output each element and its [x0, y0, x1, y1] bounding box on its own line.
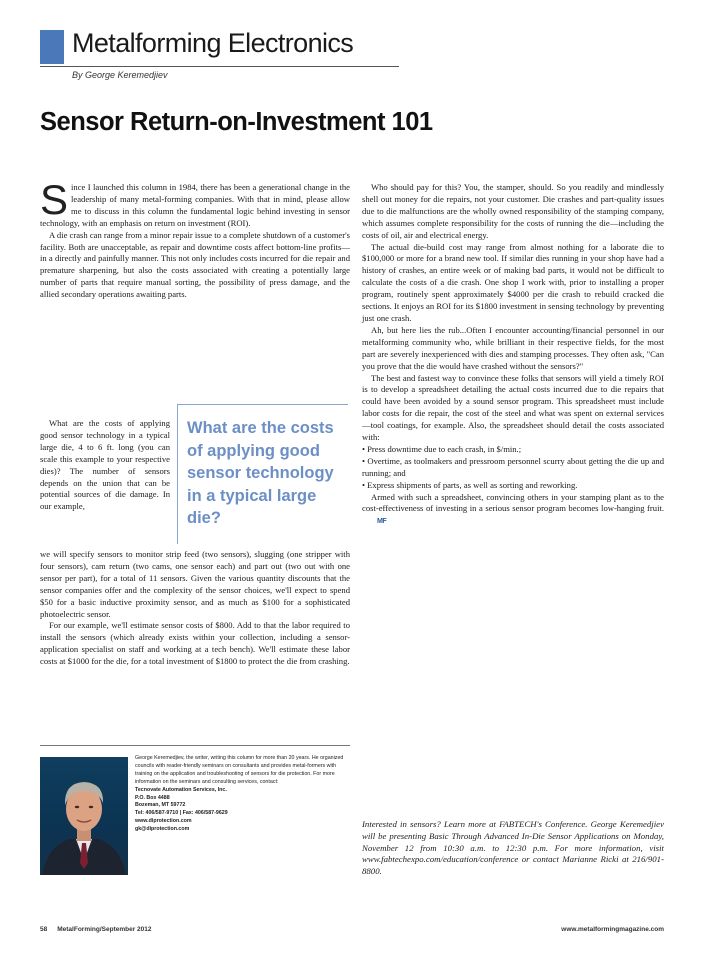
end-mark-icon: MF [377, 518, 387, 526]
article-paragraph: Ah, but here lies the rub...Often I encounter accounting/financial personnel in our metalforming community who, while brilliant in their respective fields, for the most part are severely inexperienced with dies and stamping processes. They often ask, "Can you prove that the die would have crashed without the sensors?" [362, 324, 664, 371]
bio-email: gk@diprotection.com [135, 826, 190, 833]
footer-left [40, 926, 162, 933]
article-paragraph: A die crash can range from a minor repair issue to a complete shutdown of a customer's facility. Both are unacceptable, as repair and downtime costs affect bottom-line profits—in a directly and painfully manner. This not only includes costs incurred for die repair and premature sharpening, but also the costs associated with creating a potentially large number of parts that require manual sorting, the possibility of press damage, and the allied secondary operations awaiting parts. [40, 229, 350, 300]
bio-company: Tecnovate Automation Services, Inc. [135, 786, 227, 793]
pull-quote-text: What are the costs of applying good sensor technology in a typical large die? [187, 419, 334, 527]
list-item: • Press downtime due to each crash, in $/min.; [362, 443, 522, 454]
header-divider [40, 66, 399, 67]
section-color-bar [40, 30, 64, 64]
page-number: 58 [40, 926, 48, 933]
article-column-left-narrow [40, 418, 170, 513]
bio-city: Bozeman, MT 59772 [135, 802, 186, 809]
dropcap-letter: S [40, 176, 69, 223]
editor-note: Interested in sensors? Learn more at FABTECH's Conference. George Keremedjiev will be presenting Basic Through Advanced In-Die Sensor Applications on Monday, November 12 from 10:30 a.m. to 12:30 p.m. For more information, visit www.fabtechexpo.com/education/conference or contact Marianne Ricki at 216/901-8800. [362, 819, 664, 877]
article-paragraph: we will specify sensors to monitor strip feed (two sensors), slugging (one stripper with four sensors), cam return (two cams, one sensor each) and part out (two out with one sensor per part), for a total of 11 sensors. Given the various quantity discounts that the sensor companies offer and the complexity of the sensor choices, we'll expect to spend $50 for a basic inductive proximity sensor, and as much as $100 for a sophisticated photoelectric sensor. [40, 549, 350, 619]
column-title: Metalforming Electronics [72, 28, 354, 58]
article-column-left-bottom [40, 549, 350, 668]
bio-po-box: P.O. Box 4488 [135, 794, 170, 801]
list-item: • Express shipments of parts, as well as sorting and reworking. [362, 479, 578, 490]
article-paragraph: Since I launched this column in 1984, there has been a generational change in the leadership of many metal-forming companies. With that in mind, please allow me to discuss in this column the fundamental logic behind investing in sensor technology, with an emphasis on return on investment (ROI). [40, 176, 350, 228]
author-bio [135, 755, 349, 834]
pull-quote-box [177, 404, 348, 544]
article-headline: Sensor Return-on-Investment 101 [40, 108, 433, 136]
footer-website: www.metalformingmagazine.com [561, 926, 664, 933]
bio-website: www.diprotection.com [135, 818, 192, 825]
article-paragraph: The best and fastest way to convince these folks that sensors will yield a timely ROI is to develop a spreadsheet detailing the actual costs incurred due to die repairs that could have been avoided by a sound sensor program. This spreadsheet must include labor costs for die repair, the cost of the steel and what was spent on external services—tool coatings, for example. Also, the spreadsheet should detail the costs associated with: [362, 372, 664, 443]
article-paragraph: What are the costs of applying good sensor technology in a typical large die, 4 to 6 ft. long (you can scale this example to your respective dies)? The number of sensors depends on the union that can be potential sources of die damage. In our example, [40, 418, 170, 512]
bio-phone: Tel: 406/587-9710 | Fax: 406/587-9629 [135, 810, 228, 817]
byline: By George Keremedjiev [72, 70, 168, 80]
author-portrait-icon [40, 757, 128, 875]
list-item: • Overtime, as toolmakers and pressroom personnel scurry about getting the die up and running; and [362, 455, 664, 478]
author-photo [40, 757, 128, 875]
article-paragraph: Who should pay for this? You, the stamper, should. So you readily and mindlessly shell out money for die repairs, not your customer. Die crashes and part-quality issues due to die malfunctions are the wholly owned responsibility of the stamping company, which assumes complete responsibility for the costs of running the die—including the costs of oil, air and electrical energy. [362, 182, 664, 240]
article-paragraph: For our example, we'll estimate sensor costs of $800. Add to that the labor required to install the sensors (which already exists within your collection, including a sensor-application specialist on staff and working at a tech bench). We'll estimate these labor costs at $1000 for the die, for a total investment of $1800 to protect the die from crashing. [40, 620, 350, 667]
article-column-left-top [40, 176, 350, 301]
article-paragraph: Armed with such a spreadsheet, convincing others in your stamping plant as to the cost-effectiveness of investing in a serious sensor program becomes low-hanging fruit.MF [362, 492, 664, 529]
article-column-right [362, 182, 664, 528]
bio-text: George Keremedjiev, the writer, writing this column for more than 20 years. He organized councils with reader-friendly seminars on consultants and provides metal-formers with training on the application and troubleshooting of sensors for die protection. For more information on the seminars and consulting services, contact: [135, 755, 344, 785]
article-paragraph: The actual die-build cost may range from almost nothing for a laborate die to $100,000 or more for a brand new tool. If similar dies running in your shop have had a history of crashes, an entire week or of making bad parts, it would not be difficult to calculate the costs of a die crash. One shop I work with, prior to installing a proper program, routinely spent approximately $4000 per die crash to rebuild cracked die sections. It enjoys an ROI for its $1800 investment in sensing technology by preventing just one crash. [362, 241, 664, 323]
issue-date: MetalForming/September 2012 [57, 926, 152, 933]
bio-divider [40, 745, 350, 746]
